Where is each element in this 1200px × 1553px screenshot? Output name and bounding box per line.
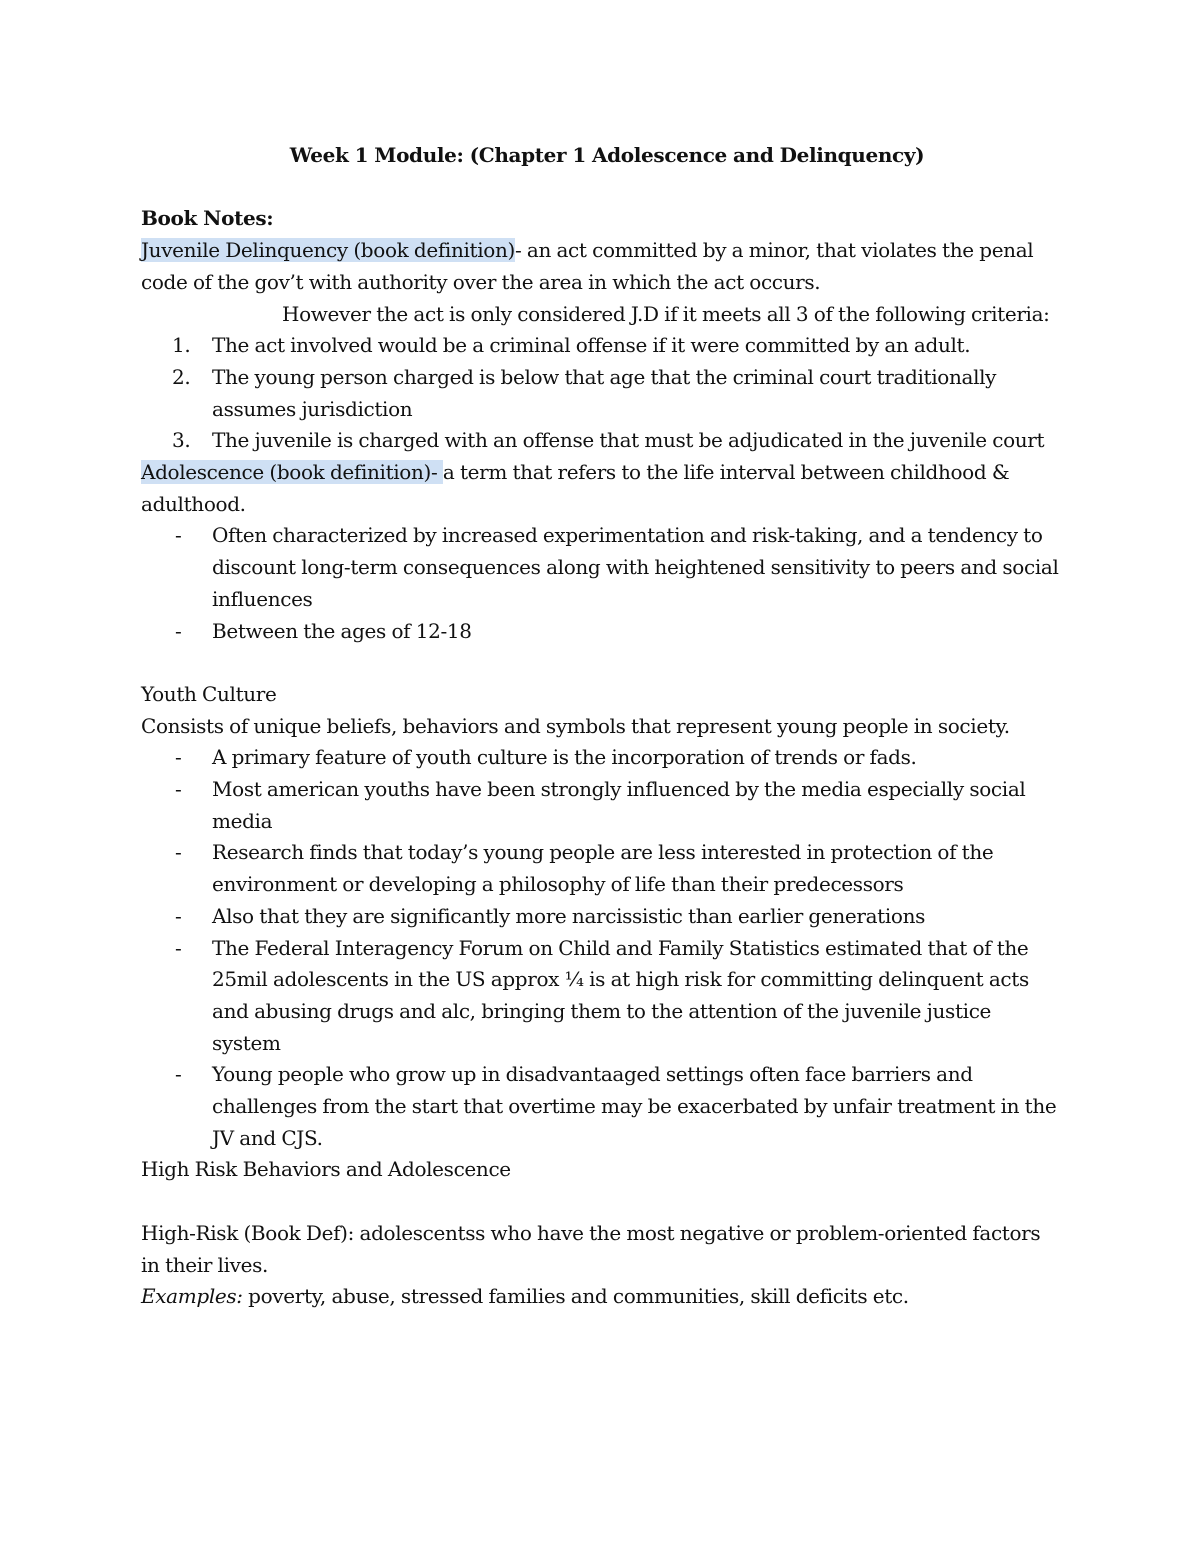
list-number: 2. — [172, 364, 191, 389]
list-item — [141, 774, 1061, 837]
blank-line — [141, 172, 1061, 204]
dash-marker: - — [175, 618, 182, 643]
youth-culture-intro: Consists of unique beliefs, behaviors and symbols that represent young people in society. — [141, 713, 1010, 738]
list-item — [141, 901, 1061, 933]
examples-text: poverty, abuse, stressed families and communities, skill deficits etc. — [242, 1284, 909, 1309]
book-notes-heading: Book Notes: — [141, 206, 274, 231]
list-item-text: Most american youths have been strongly influenced by the media especially social media — [212, 777, 1026, 833]
document-title: Week 1 Module: (Chapter 1 Adolescence and Delinquency) — [289, 143, 925, 167]
examples-label: Examples: — [141, 1284, 243, 1309]
list-item — [141, 520, 1061, 615]
jd-term-highlight: Juvenile Delinquency (book definition) — [141, 238, 515, 263]
list-item — [141, 742, 1061, 774]
dash-marker: - — [175, 840, 182, 865]
high-risk-heading: High Risk Behaviors and Adolescence — [141, 1157, 511, 1182]
dash-marker: - — [175, 745, 182, 770]
list-item — [141, 933, 1061, 1060]
list-item — [141, 330, 1061, 362]
list-item-text: Often characterized by increased experimentation and risk-taking, and a tendency to discount long-term consequences along with heightened sensitivity to peers and social influences — [212, 523, 1059, 611]
adolescence-definition-paragraph — [141, 457, 1061, 520]
list-item — [141, 837, 1061, 900]
jd-definition-paragraph — [141, 235, 1061, 298]
youth-culture-bullet-list — [141, 742, 1061, 1154]
list-item-text: Also that they are significantly more narcissistic than earlier generations — [212, 903, 926, 928]
list-item-text: The juvenile is charged with an offense that must be adjudicated in the juvenile court — [212, 428, 1045, 453]
dash-marker: - — [175, 523, 182, 548]
jd-criteria-intro: However the act is only considered J.D if it meets all 3 of the following criteria: — [282, 301, 1050, 326]
list-item-text: The young person charged is below that age that the criminal court traditionally assumes jurisdiction — [212, 364, 997, 421]
adolescence-term-highlight: Adolescence (book definition)- — [141, 460, 443, 485]
list-item-text: Research finds that today’s young people are less interested in protection of the environment or developing a philosophy of life than their predecessors — [212, 840, 994, 897]
list-number: 3. — [172, 428, 191, 453]
list-item-text: Between the ages of 12-18 — [212, 618, 472, 643]
dash-marker: - — [175, 1062, 182, 1087]
list-item — [141, 616, 1061, 648]
list-item-text: The Federal Interagency Forum on Child and Family Statistics estimated that of the 25mil adolescents in the US approx ¼ is at high risk for committing delinquent acts and abusing drugs and alc, bringing them to the attention of the juvenile justice system — [212, 935, 1029, 1055]
dash-marker: - — [175, 903, 182, 928]
high-risk-definition: High-Risk (Book Def): adolescentss who have the most negative or problem-oriented factors in their lives. — [141, 1220, 1041, 1277]
list-item — [141, 425, 1061, 457]
list-item-text: The act involved would be a criminal offense if it were committed by an adult. — [212, 333, 971, 358]
list-item-text: A primary feature of youth culture is the incorporation of trends or fads. — [212, 745, 917, 770]
high-risk-examples — [141, 1281, 1061, 1313]
dash-marker: - — [175, 935, 182, 960]
list-item — [141, 1059, 1061, 1154]
list-item — [141, 362, 1061, 425]
blank-line — [141, 647, 1061, 679]
jd-criteria-list — [141, 330, 1061, 457]
blank-line — [141, 1186, 1061, 1218]
youth-culture-heading: Youth Culture — [141, 681, 277, 706]
list-number: 1. — [172, 333, 191, 358]
adolescence-bullet-list — [141, 520, 1061, 647]
adolescence-definition-text: a term that refers to the life interval between childhood & adulthood. — [141, 460, 1010, 516]
jd-definition-text: - an act committed by a minor, that violates the penal code of the gov’t with authority over the area in which the act occurs. — [141, 238, 1034, 294]
document-page — [141, 140, 1061, 1313]
dash-marker: - — [175, 777, 182, 802]
list-item-text: Young people who grow up in disadvantaaged settings often face barriers and challenges from the start that overtime may be exacerbated by unfair treatment in the JV and CJS. — [212, 1062, 1057, 1150]
